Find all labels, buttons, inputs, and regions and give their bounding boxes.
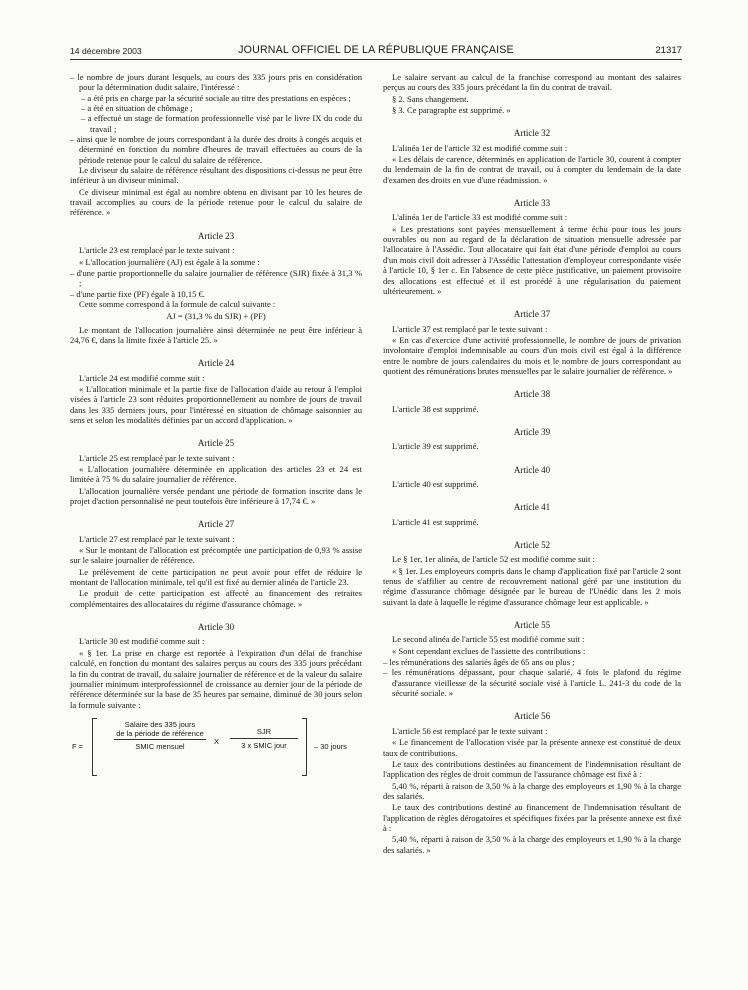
paragraph: L'allocation journalière versée pendant une période de formation inscrite dans le projet d'action personnalisé ne peut toutefois être inférieure à 17,74 €. » <box>70 485 362 507</box>
paragraph: Le second alinéa de l'article 55 est modifié comme suit : <box>392 634 585 645</box>
right-bracket <box>302 718 307 776</box>
list-item: – a effectué un stage de formation professionnelle visé par le livre IX du code du travail ; <box>81 113 362 134</box>
right-column <box>383 72 681 856</box>
denominator-smic-mensuel: SMIC mensuel <box>135 741 185 751</box>
fraction-bar <box>230 738 298 739</box>
paragraph: Le diviseur du salaire de référence résultant des dispositions ci-dessus ne peut être inférieur à un diviseur minimal. <box>70 165 362 186</box>
paragraph: L'article 37 est remplacé par le texte suivant : <box>392 323 548 334</box>
formula-f-label: F = <box>72 741 84 751</box>
article-heading: Article 40 <box>513 464 551 475</box>
article-heading: Article 56 <box>513 711 551 722</box>
paragraph: L'article 30 est modifié comme suit : <box>79 636 205 647</box>
list-item: – ainsi que le nombre de jours correspondant à la durée des droits à congés acquis et déterminé en fonction du nombre d'heures de travail effectuées au cours de la période retenue pour le calcul du salaire de référence. <box>70 134 362 165</box>
numerator-sjr: SJR <box>256 726 272 736</box>
paragraph: « L'allocation journalière (AJ) est égale à la somme : <box>79 256 260 267</box>
left-column <box>70 72 362 780</box>
paragraph: « § 1er. La prise en charge est reportée à l'expiration d'un délai de franchise calculé, en fonction du montant des salaires perçus au cours des 335 jours précédant la fin du contrat de travail, du salaire journalier de référence et de la valeur du salaire journalier minimum interprofessionnel de croissance au dernier jour de la période de référence déterminée sur la base de 35 heures par semaine, diminué de 30 jours selon la formule suivante : <box>70 647 362 710</box>
franchise-formula <box>70 716 362 780</box>
paragraph: § 3. Ce paragraphe est supprimé. » <box>392 105 511 116</box>
paragraph: L'article 41 est supprimé. <box>392 516 479 527</box>
paragraph: 5,40 %, réparti à raison de 3,50 % à la charge des employeurs et 1,90 % à la charge des salariés. <box>383 780 681 801</box>
paragraph: « Sur le montant de l'allocation est précomptée une participation de 0,93 % assise sur le salaire journalier de référence. <box>70 545 362 566</box>
paragraph: L'article 38 est supprimé. <box>392 403 479 414</box>
denominator-smic-jour: 3 x SMIC jour <box>241 740 287 750</box>
article-heading: Article 25 <box>197 438 235 449</box>
paragraph: L'article 24 est modifié comme suit : <box>79 372 205 383</box>
paragraph: « Les délais de carence, déterminés en application de l'article 30, courent à compter du lendemain de la fin de contrat de travail, ou à compter du lendemain de la date d'examen des droits en vue d'une réadmission. » <box>383 154 681 185</box>
paragraph: « L'allocation journalière déterminée en application des articles 23 et 24 est limitée à 75 % du salaire journalier de référence. <box>70 464 362 485</box>
article-heading: Article 41 <box>513 502 551 513</box>
journal-title: JOURNAL OFFICIEL DE LA RÉPUBLIQUE FRANÇAISE <box>238 44 514 56</box>
list-item: – d'une partie proportionnelle du salaire journalier de référence (SJR) fixée à 31,3 % ; <box>70 267 362 289</box>
paragraph: Le montant de l'allocation journalière ainsi déterminée ne peut être inférieur à 24,76 €, dans la limite fixée à l'article 25. » <box>70 324 362 345</box>
article-heading: Article 55 <box>513 620 551 631</box>
list-item: – les rémunérations des salariés âgés de 65 ans ou plus ; <box>383 657 575 668</box>
list-item: – d'une partie fixe (PF) égale à 10,15 €. <box>70 288 205 299</box>
article-heading: Article 24 <box>197 358 235 369</box>
paragraph: L'alinéa 1er de l'article 33 est modifié comme suit : <box>392 212 568 223</box>
paragraph: « Le financement de l'allocation visée par la présente annexe est constitué de deux taux de contributions. <box>383 737 681 758</box>
article-heading: Article 52 <box>513 540 551 550</box>
fraction-bar <box>114 739 206 740</box>
paragraph: Ce diviseur minimal est égal au nombre obtenu en divisant par 10 les heures de travail accomplies au cours de la période retenue pour le calcul du salaire de référence. » <box>70 186 362 218</box>
paragraph: Cette somme correspond à la formule de calcul suivante : <box>79 298 276 309</box>
paragraph: « En cas d'exercice d'une activité professionnelle, le nombre de jours de privation involontaire d'emploi indemnisable au cours d'un mois civil est égal à la différence entre le nombre de jours calendaires du mois et le nombre de jours correspondant au quotient des rémunérations brutes mensuelles par le salaire journalier de référence. » <box>383 334 681 376</box>
paragraph: L'article 27 est remplacé par le texte suivant : <box>79 533 235 544</box>
article-heading: Article 30 <box>197 622 235 633</box>
list-item: – a été en situation de chômage ; <box>81 103 193 114</box>
article-heading: Article 39 <box>513 426 551 437</box>
paragraph: Le produit de cette participation est affecté au financement des retraites complémentaires des allocataires du régime d'assurance chômage. » <box>70 588 362 609</box>
list-item: – a été pris en charge par la sécurité sociale au titre des prestations en espèces ; <box>81 92 351 103</box>
paragraph: L'alinéa 1er de l'article 32 est modifié comme suit : <box>392 142 568 153</box>
paragraph: L'article 25 est remplacé par le texte suivant : <box>79 452 235 463</box>
numerator-line-1: Salaire des 335 jours <box>124 719 196 729</box>
article-heading: Article 32 <box>513 128 551 139</box>
paragraph: L'article 39 est supprimé. <box>392 441 479 452</box>
article-heading: Article 27 <box>197 519 235 530</box>
multiply-sign: X <box>214 736 220 746</box>
article-heading: Article 33 <box>513 198 551 209</box>
minus-thirty-days: – 30 jours <box>314 741 347 751</box>
paragraph: Le salaire servant au calcul de la franchise correspond au montant des salaires perçus au cours des 335 jours précédant la fin du contrat de travail. <box>383 72 681 93</box>
paragraph: Le taux des contributions destinées au financement de l'indemnisation résultant de l'application des règles de droit commun de l'assurance chômage est fixé à : <box>383 758 681 780</box>
paragraph: « Les prestations sont payées mensuellement à terme échu pour tous les jours ouvrables ou non au regard de la déclaration de situation mensuelle adressée par l'allocataire à l'Assédic. Tout allocataire qui fait état d'une période d'emploi au cours d'un mois civil doit adresser à l'Assédic l'attestation d'employeur correspondante visée à l'article 10, § 1er c. En l'absence de cette pièce justificative, un paiement provisoire des allocations est effectué et il est procédé à une régularisation du paiement ultérieurement. » <box>383 223 681 296</box>
page-number: 21317 <box>655 45 682 56</box>
article-heading: Article 38 <box>513 389 551 400</box>
left-bracket <box>92 718 97 776</box>
paragraph: L'article 56 est remplacé par le texte suivant : <box>392 725 548 736</box>
paragraph: 5,40 %, réparti à raison de 3,50 % à la charge des employeurs et 1,90 % à la charge des salariés. » <box>383 834 681 855</box>
numerator-line-2: de la période de référence <box>116 728 204 738</box>
paragraph: L'article 40 est supprimé. <box>392 478 479 489</box>
paragraph: « § 1er. Les employeurs compris dans le champ d'application fixé par l'article 2 sont tenus de s'affilier au centre de recouvrement national géré par une institution du régime d'assurance chômage désignée par le bureau de l'Unédic dans les 2 mois suivant la date à laquelle le régime d'assurance chômage leur est applicable. » <box>383 565 681 607</box>
paragraph: Le taux des contributions destiné au financement de l'indemnisation résultant de l'application de règles dérogatoires et spécifiques fixées par la présente annexe est fixé à : <box>383 802 681 833</box>
article-heading: Article 37 <box>513 309 551 320</box>
page-header <box>70 44 682 58</box>
formula-aj: AJ = (31,3 % du SJR) + (PF) <box>166 311 266 322</box>
header-rule <box>70 59 682 60</box>
paragraph: « L'allocation minimale et la partie fixe de l'allocation d'aide au retour à l'emploi visées à l'article 23 sont réduites proportionnellement au nombre de jours de travail dans les 335 derniers jours, pour l'intéressé en situation de chômage saisonnier au sens et selon les modalités définies par un accord d'application. » <box>70 383 362 425</box>
header-date: 14 décembre 2003 <box>70 46 142 56</box>
list-item: – les rémunérations dépassant, pour chaque salarié, 4 fois le plafond du régime d'assurance vieillesse de la sécurité sociale visé à l'article L. 241-3 du code de la sécurité sociale. » <box>383 667 681 699</box>
paragraph: § 2. Sans changement. <box>392 93 469 104</box>
paragraph: Le prélèvement de cette participation ne peut avoir pour effet de réduire le montant de l'allocation minimale, tel qu'il est fixé au dernier alinéa de l'article 23. <box>70 566 362 588</box>
article-heading: Article 23 <box>197 230 235 241</box>
paragraph: « Sont cependant exclues de l'assiette des contributions : <box>392 645 586 656</box>
paragraph: Le § 1er, 1er alinéa, de l'article 52 est modifié comme suit : <box>392 554 595 565</box>
paragraph: L'article 23 est remplacé par le texte suivant : <box>79 245 235 256</box>
list-item: – le nombre de jours durant lesquels, au cours des 335 jours pris en considération pour la détermination dudit salaire, l'intéressé : <box>70 72 362 93</box>
